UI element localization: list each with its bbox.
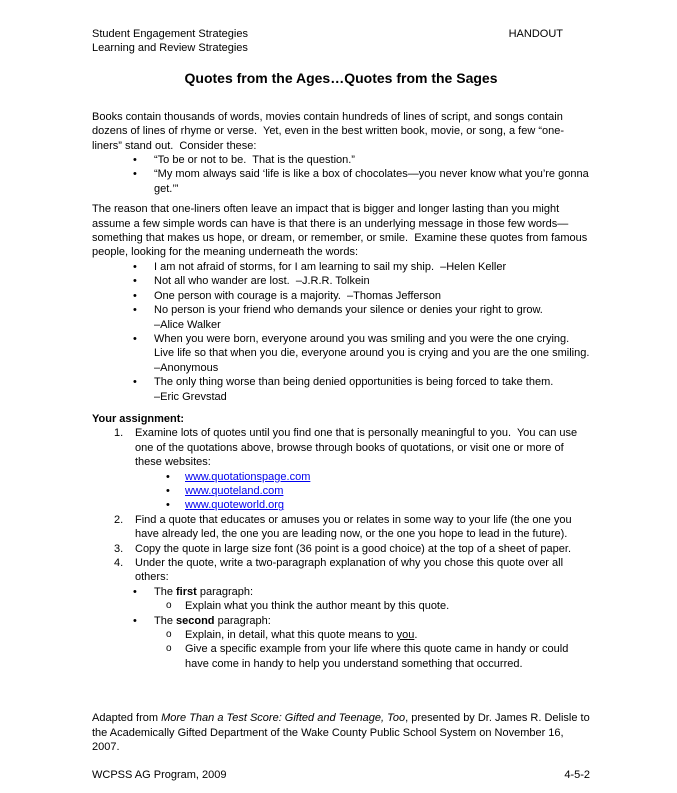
header-line-2: Learning and Review Strategies — [92, 42, 248, 55]
quote-bullet-item — [92, 274, 590, 288]
quote-text: The only thing worse than being denied opportunities is being forced to take them. –Eric Grevstad — [154, 376, 554, 403]
header-left — [92, 27, 248, 56]
underlined-word-you: you — [396, 629, 415, 642]
bullet-icon: • — [166, 470, 170, 483]
first-paragraph-label: The first paragraph: — [154, 585, 254, 598]
bullet-icon: • — [133, 614, 137, 627]
first-paragraph-bullet — [92, 585, 590, 599]
list-number: 1. — [114, 427, 124, 440]
quoteland-link[interactable]: www.quoteland.com — [185, 484, 284, 497]
assignment-item-1 — [92, 426, 590, 469]
first-paragraph-sub-item — [92, 599, 590, 613]
second-paragraph-sub-item-2 — [92, 642, 590, 671]
document-header — [92, 27, 590, 56]
bold-word-second: second — [176, 614, 215, 627]
header-handout-label: HANDOUT — [508, 28, 563, 40]
website-bullet-item — [92, 470, 590, 484]
footer-program-label: WCPSS AG Program, 2009 — [92, 769, 227, 782]
circle-bullet-icon: o — [166, 600, 172, 612]
quote-text: No person is your friend who demands your silence or denies your right to grow. –Alice Walker — [154, 304, 543, 331]
second-paragraph-sub-item-1 — [92, 628, 590, 642]
quote-text: One person with courage is a majority. –Thomas Jefferson — [154, 289, 441, 302]
page-title: Quotes from the Ages…Quotes from the Sages — [184, 69, 498, 86]
bold-word-first: first — [176, 585, 197, 598]
quote-bullet-item — [92, 289, 590, 303]
assignment-item-4 — [92, 556, 590, 585]
bullet-icon: • — [133, 275, 137, 288]
assignment-item-text: Find a quote that educates or amuses you or relates in some way to your life (the one you have already led, the one you are leading now, or the one you hope to lead in the future). — [135, 513, 575, 541]
header-line-1: Student Engagement Strategies — [92, 28, 248, 40]
quote-text: Not all who wander are lost. –J.R.R. Tolkein — [154, 275, 370, 288]
intro-bullet-text: “My mom always said ‘life is like a box of chocolates—you never know what you’re gonna get.’” — [154, 168, 592, 195]
assignment-item-text: Examine lots of quotes until you find one that is personally meaningful to you. You can use one of the quotations above, browse through books of quotations, or visit one or more of these websites: — [135, 427, 581, 469]
intro-bullet-item — [92, 167, 590, 196]
second-paragraph-sub-text-1: Explain, in detail, what this quote means to you. — [185, 629, 418, 642]
bullet-icon: • — [133, 585, 137, 598]
bullet-icon: • — [133, 260, 137, 273]
assignment-item-text: Copy the quote in large size font (36 point is a good choice) at the top of a sheet of paper. — [135, 542, 572, 555]
intro-bullet-text: “To be or not to be. That is the question.” — [154, 154, 355, 167]
list-number: 4. — [114, 557, 124, 569]
page-footer — [92, 768, 590, 782]
bullet-icon: • — [133, 289, 137, 302]
circle-bullet-icon: o — [166, 643, 172, 655]
website-bullet-item — [92, 484, 590, 498]
intro-paragraph: Books contain thousands of words, movies contain hundreds of lines of script, and songs contain dozens of lines of rhyme or verse. Yet, even in the best written book, movie, or song, a few “one-liners” stand out. Consider these: — [92, 110, 566, 152]
bullet-icon: • — [166, 484, 170, 497]
quote-bullet-item — [92, 303, 590, 332]
first-paragraph-sub-text: Explain what you think the author meant by this quote. — [185, 600, 450, 613]
bullet-icon: • — [133, 376, 137, 389]
second-paragraph-sub-text-2: Give a specific example from your life where this quote came in handy or could have come in handy to help you understand something that occurred. — [185, 643, 572, 670]
bullet-icon: • — [133, 154, 137, 167]
footer-page-number: 4-5-2 — [564, 769, 590, 782]
list-number: 3. — [114, 542, 124, 555]
quoteworld-link[interactable]: www.quoteworld.org — [185, 499, 285, 512]
website-bullet-item — [92, 498, 590, 512]
bullet-icon: • — [133, 168, 137, 181]
assignment-heading: Your assignment: — [92, 412, 185, 425]
assignment-item-2 — [92, 513, 590, 542]
intro-bullet-item — [92, 153, 590, 167]
assignment-item-3 — [92, 542, 590, 556]
list-number: 2. — [114, 513, 124, 526]
assignment-item-text: Under the quote, write a two-paragraph explanation of why you chose this quote over all others: — [135, 557, 567, 584]
second-paragraph-label: The second paragraph: — [154, 614, 271, 627]
circle-bullet-icon: o — [166, 629, 172, 641]
reason-paragraph: The reason that one-liners often leave an impact that is bigger and longer lasting than you might assume a few simple words can have is that there is an underlying message in those few words—something that makes us hope, or dream, or remember, or smile. Examine these quotes from famous people, looking for the meaning underneath the words: — [92, 203, 591, 259]
credit-paragraph: Adapted from More Than a Test Score: Gifted and Teenage, Too, presented by Dr. James R. Delisle to the Academically Gifted Department of the Wake County Public School System on November 16, 2007. — [92, 712, 593, 754]
quote-text: I am not afraid of storms, for I am learning to sail my ship. –Helen Keller — [154, 260, 507, 273]
bullet-icon: • — [133, 304, 137, 317]
quote-bullet-item — [92, 332, 590, 375]
second-paragraph-bullet — [92, 614, 590, 628]
quotationspage-link[interactable]: www.quotationspage.com — [185, 470, 311, 483]
quote-bullet-item — [92, 260, 590, 274]
book-title: More Than a Test Score: Gifted and Teenage, Too — [161, 712, 406, 725]
quote-text: When you were born, everyone around you was smiling and you were the one crying. Live life so that when you die, everyone around you is crying and you are the one smiling. –Anonymous — [154, 332, 590, 374]
quote-bullet-item — [92, 375, 590, 404]
bullet-icon: • — [166, 499, 170, 512]
bullet-icon: • — [133, 332, 137, 345]
